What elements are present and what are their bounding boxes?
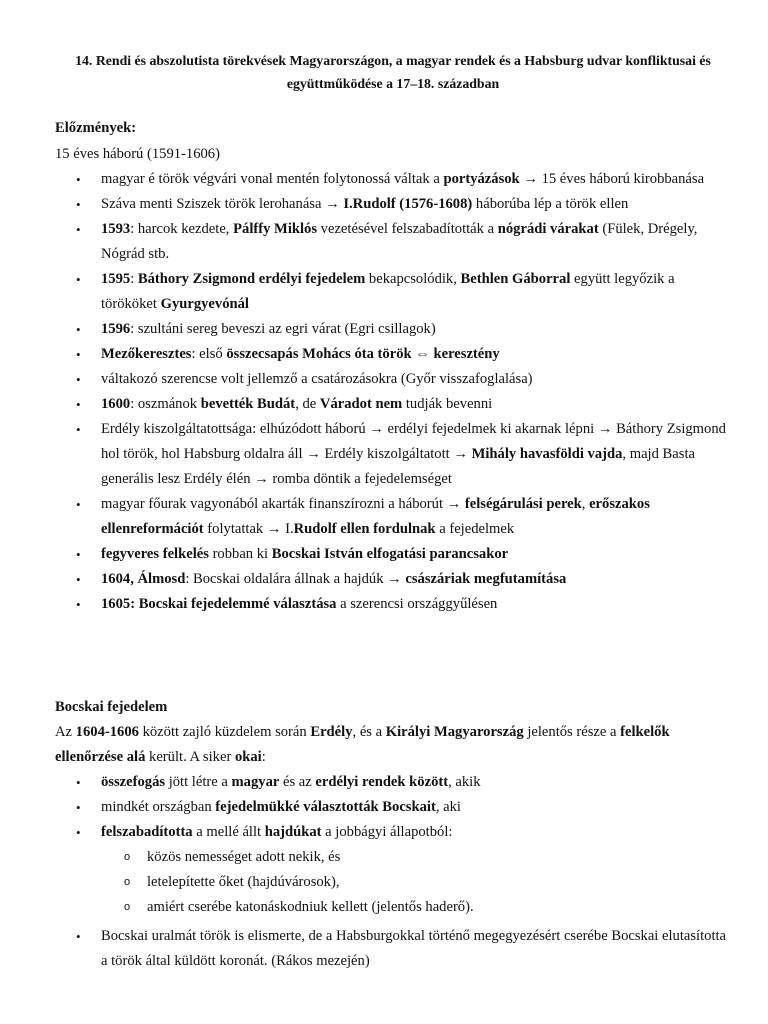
- bold-text: felségárulási perek: [464, 496, 582, 512]
- bold-text: felszabadította: [101, 824, 193, 840]
- bold-text: portyázások: [443, 171, 520, 187]
- bold-text: Bocskai István elfogatási parancsakor: [271, 546, 509, 562]
- list-item: [0, 492, 768, 542]
- list-item: [0, 217, 768, 267]
- text-run: :: [130, 271, 138, 287]
- text-run: a mellé állt: [192, 824, 265, 840]
- text-run: → 15 éves háború kirobbanása: [519, 171, 705, 187]
- text-run: mindkét országban: [101, 799, 216, 815]
- bold-text: 1595: [101, 271, 131, 287]
- sub-list-hajduk: [0, 845, 768, 920]
- bold-text: császáriak megfutamítása: [405, 571, 567, 587]
- text-run: : szultáni sereg beveszi az egri várat (Egri csillagok): [130, 321, 436, 337]
- bold-text: felkelők ellenőrzése alá: [55, 724, 670, 765]
- paragraph-bocskai-siker: [55, 720, 735, 770]
- subheading-15-eves-haboru: 15 éves háború (1591-1606): [55, 146, 220, 162]
- text-run: és az: [279, 774, 316, 790]
- list-item: [0, 317, 768, 342]
- text-run: együtt legyőzik a törököket: [101, 271, 675, 312]
- bold-text: Bethlen Gáborral: [460, 271, 571, 287]
- bold-text: nógrádi várakat: [497, 221, 599, 237]
- text-run: került. A siker: [145, 749, 235, 765]
- bold-text: I.Rudolf (1576-1608): [343, 196, 473, 212]
- text-run: , aki: [435, 799, 461, 815]
- bullet-list-okai: [0, 770, 768, 845]
- list-item: [0, 167, 768, 192]
- text-run: bekapcsolódik,: [365, 271, 461, 287]
- bold-text: 1604, Álmosd: [101, 571, 186, 587]
- bullet-list-elozmenyek: [0, 167, 768, 617]
- text-run: tudják bevenni: [402, 396, 493, 412]
- list-item: [0, 592, 768, 617]
- bold-text: 1593: [101, 221, 131, 237]
- text-run: Száva menti Sziszek török lerohanása →: [101, 196, 344, 212]
- text-run: Az: [55, 724, 76, 740]
- bold-text: erdélyi rendek között: [315, 774, 449, 790]
- list-item: [0, 924, 768, 974]
- bold-text: fejedelmükké választották Bocskait: [215, 799, 436, 815]
- list-item: [0, 770, 768, 795]
- bold-text: hajdúkat: [264, 824, 322, 840]
- bold-text: erőszakos ellenreformációt: [101, 496, 650, 537]
- list-item: [0, 795, 768, 820]
- bold-text: Mihály havasföldi vajda: [471, 446, 623, 462]
- text-run: : oszmánok: [130, 396, 201, 412]
- text-run: , de: [295, 396, 320, 412]
- section-heading-bocskai: Bocskai fejedelem: [55, 699, 168, 715]
- list-item: [0, 820, 768, 845]
- text-run: , majd Basta generális lesz Erdély élén → romba döntik a fejedelemséget: [101, 446, 695, 487]
- sub-list-item: o amiért cserébe katonáskodniuk kellett (jelentős haderő).: [0, 895, 768, 920]
- sub-list-item: o közös nemességet adott nekik, és: [0, 845, 768, 870]
- list-item: [0, 567, 768, 592]
- page-title: 14. Rendi és abszolutista törekvések Magyarországon, a magyar rendek és a Habsburg udvar konfliktusai és együttműködése a 17–18. században: [75, 53, 711, 91]
- text-run: (Fülek, Drégely, Nógrád stb.: [101, 221, 698, 262]
- text-run: a fejedelmek: [435, 521, 515, 537]
- list-item: [0, 342, 768, 367]
- list-item: [0, 417, 768, 492]
- list-item: [0, 367, 768, 392]
- text-run: között zajló küzdelem során: [138, 724, 311, 740]
- text-run: : harcok kezdete,: [130, 221, 234, 237]
- bold-text: Rudolf ellen fordulnak: [293, 521, 436, 537]
- text-run: a szerencsi országgyűlésen: [336, 596, 498, 612]
- text-run: : Bocskai oldalára állnak a hajdúk →: [185, 571, 406, 587]
- text-run: váltakozó szerencse volt jellemző a csatározásokra (Győr visszafoglalása): [101, 371, 533, 387]
- list-item: [0, 392, 768, 417]
- text-run: Bocskai uralmát török is elismerte, de a Habsburgokkal történő megegyezésért cserébe Bocskai elutasította a török által küldött koronát. (Rákos mezején): [101, 928, 727, 969]
- bold-text: Báthory Zsigmond erdélyi fejedelem: [137, 271, 366, 287]
- text-run: háborúba lép a török ellen: [472, 196, 629, 212]
- bold-text: Mezőkeresztes: [101, 346, 192, 362]
- text-run: jelentős része a: [523, 724, 621, 740]
- bold-text: Pálffy Miklós: [233, 221, 318, 237]
- text-run: robban ki: [208, 546, 272, 562]
- bold-text: Váradot nem: [319, 396, 403, 412]
- bold-text: Királyi Magyarország: [385, 724, 524, 740]
- sub-list-item: o letelepítette őket (hajdúvárosok),: [0, 870, 768, 895]
- bold-text: Erdély: [310, 724, 353, 740]
- bullet-list-bocskai-uralma: [0, 924, 768, 974]
- list-item: [0, 542, 768, 567]
- text-run: folytattak → I.: [203, 521, 294, 537]
- bold-text: bevették Budát: [200, 396, 296, 412]
- text-run: vezetésével felszabadították a: [317, 221, 498, 237]
- text-run: Erdély kiszolgáltatottsága: elhúzódott háború → erdélyi fejedelmek ki akarnak lépni → Báthory Zsigmond hol török, hol Habsburg oldalra áll → Erdély kiszolgáltatott →: [101, 421, 726, 462]
- bold-text: okai: [234, 749, 262, 765]
- bold-text: összefogás: [101, 774, 166, 790]
- bold-text: 1605: Bocskai fejedelemmé választása: [101, 596, 337, 612]
- text-run: magyar főurak vagyonából akarták finanszírozni a háborút →: [101, 496, 465, 512]
- text-run: :: [261, 749, 266, 765]
- section-heading-elozmenyek: Előzmények:: [55, 120, 137, 136]
- text-run: a jobbágyi állapotból:: [321, 824, 453, 840]
- text-run: : első: [191, 346, 227, 362]
- bold-text: 1596: [101, 321, 131, 337]
- bold-text: fegyveres felkelés: [101, 546, 209, 562]
- text-run: jött létre a: [165, 774, 232, 790]
- text-run: ,: [581, 496, 590, 512]
- bold-text: összecsapás Mohács óta török ⇔ keresztény: [226, 346, 500, 362]
- text-run: , akik: [448, 774, 481, 790]
- bold-text: 1604-1606: [75, 724, 139, 740]
- list-item: [0, 267, 768, 317]
- list-item: [0, 192, 768, 217]
- bold-text: Gyurgyevónál: [160, 296, 249, 312]
- bold-text: 1600: [101, 396, 131, 412]
- text-run: magyar é török végvári vonal mentén folytonossá váltak a: [101, 171, 444, 187]
- text-run: , és a: [352, 724, 386, 740]
- bold-text: magyar: [231, 774, 280, 790]
